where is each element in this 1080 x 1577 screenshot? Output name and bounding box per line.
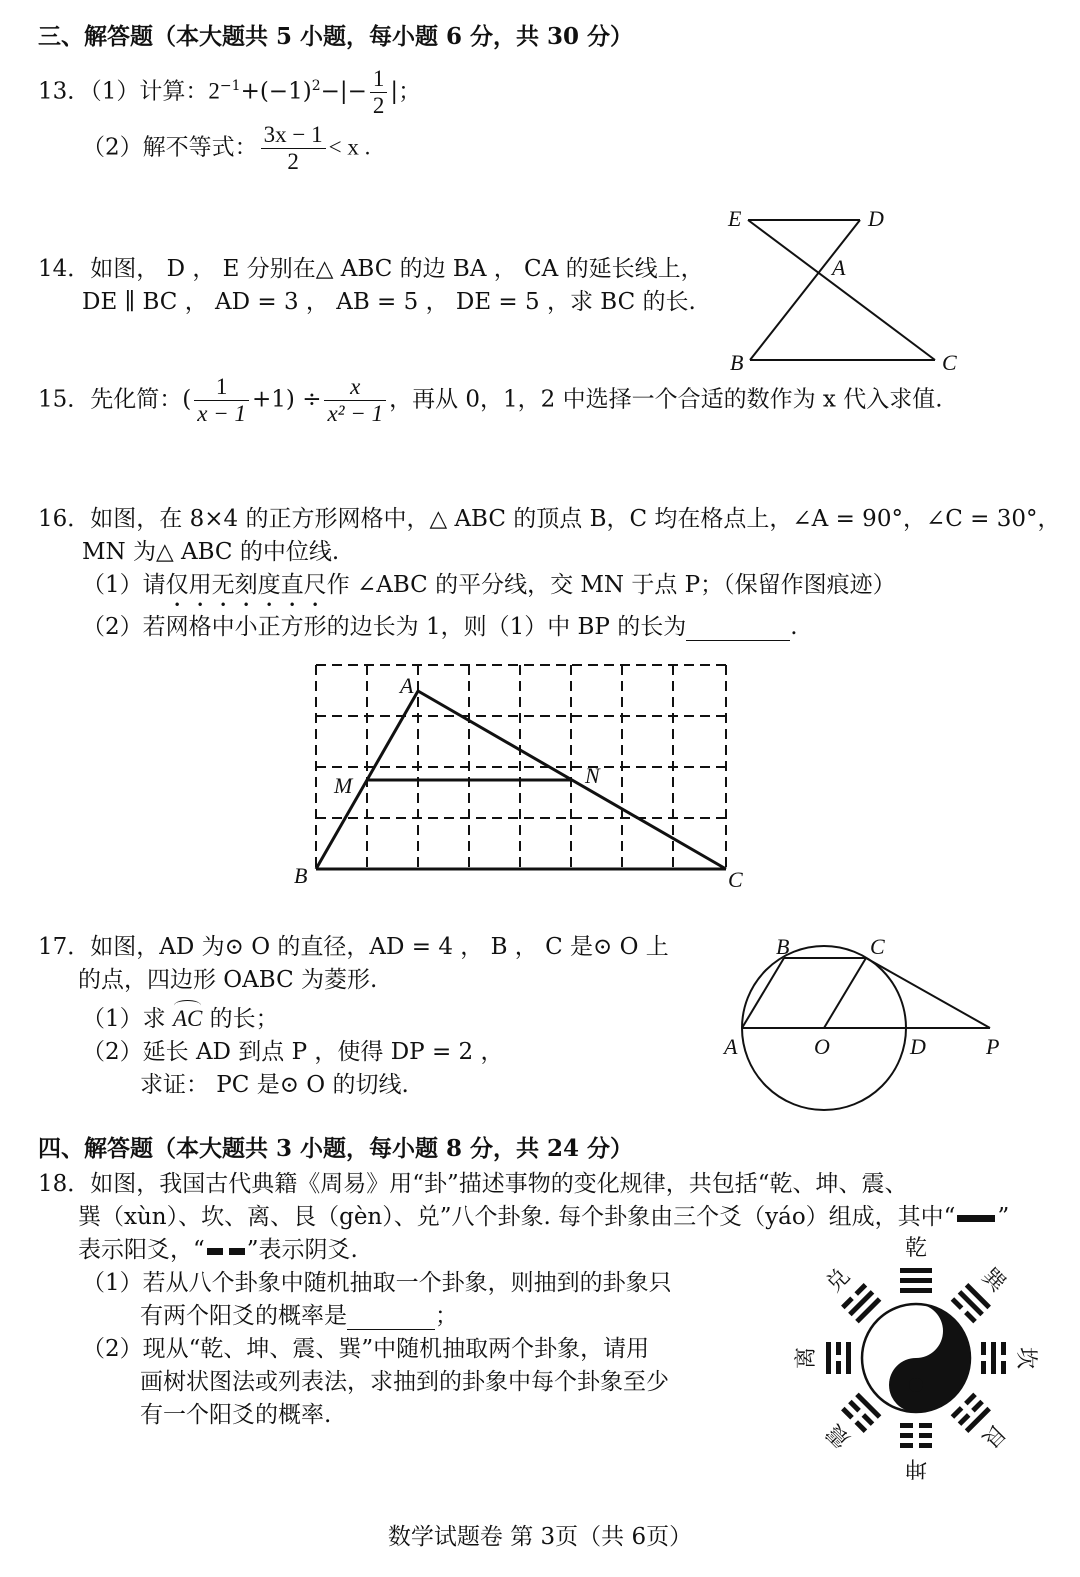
label-dui: 兑 (821, 1263, 855, 1297)
q14-text1: 如图， D ， E 分别在△ ABC 的边 BA ， CA 的延长线上， (90, 256, 704, 282)
line-CP (866, 958, 990, 1028)
q13-sup-a: −1 (219, 77, 241, 94)
q13-expr-b: +(−1) (240, 78, 312, 105)
q17-part1 (82, 1000, 279, 1033)
label-kan: 坎 (1014, 1346, 1039, 1370)
q15-number: 15． (38, 386, 91, 413)
label-A: A (724, 1034, 738, 1059)
q15-pre: 先化简：( (90, 386, 192, 413)
q15 (38, 374, 943, 427)
q18-text2b: ” (997, 1204, 1010, 1230)
q16-number: 16． (38, 506, 91, 532)
arc-AC: AC (172, 1006, 203, 1031)
q16-p1-dots: 仅用无刻度直尺 (165, 572, 327, 598)
frac-den: x − 1 (197, 401, 246, 426)
q16-grid-figure (290, 655, 760, 895)
q14-figure (720, 200, 980, 380)
q15-frac2 (324, 374, 386, 427)
q18-p2-line3: 有一个阳爻的概率. (140, 1402, 332, 1428)
q17-p1a: （1）求 (82, 1006, 166, 1032)
q16-p1b: 作 ∠ABC 的平分线，交 MN 于点 P；（保留作图痕迹） (326, 572, 896, 598)
q18-p1-line1: （1）若从八个卦象中随机抽取一个卦象，则抽到的卦象只 (82, 1270, 672, 1296)
label-A: A (832, 255, 846, 280)
trigram-xun-icon (951, 1283, 991, 1323)
q13-p2-expr: < x . (328, 134, 371, 160)
label-gen: 艮 (977, 1419, 1011, 1453)
grid-lines (316, 665, 726, 869)
q18-number: 18． (38, 1171, 91, 1197)
label-D: D (910, 1034, 926, 1059)
q15-mid: +1) ÷ (252, 386, 322, 413)
frac-den: 2 (372, 93, 385, 118)
trigram-zhen-icon (841, 1393, 881, 1433)
q14-line1 (38, 250, 704, 283)
q17-p1b: 的长； (209, 1006, 279, 1032)
label-E: E (728, 206, 742, 231)
q16-line2: MN 为△ ABC 的中位线. (82, 539, 340, 565)
frac-num: 1 (194, 374, 249, 401)
q16-part2 (82, 608, 798, 641)
label-P: P (986, 1034, 1000, 1059)
q17-number: 17． (38, 934, 91, 960)
section-title-3: 三、解答题（本大题共 5 小题，每小题 6 分，共 30 分） (38, 23, 634, 50)
q15-frac1 (194, 374, 249, 427)
label-B: B (730, 350, 744, 375)
line-AB (742, 958, 784, 1028)
trigram-kun-icon (900, 1423, 932, 1448)
label-C: C (870, 934, 885, 959)
q17-part2b: 求证： PC 是⊙ O 的切线. (140, 1072, 409, 1098)
trigram-gen-icon (951, 1393, 991, 1433)
frac-den: x² − 1 (327, 401, 384, 426)
taiji-icon (862, 1304, 970, 1412)
label-qian: 乾 (904, 1235, 928, 1260)
label-li: 离 (793, 1346, 818, 1370)
label-D: D (868, 206, 884, 231)
frac-num: x (324, 374, 386, 401)
q15-post: ，再从 0，1，2 中选择一个合适的数作为 x 代入求值. (389, 386, 943, 413)
line-DB (750, 220, 860, 360)
yin-yao-icon (207, 1248, 245, 1255)
q18-p1-end: ； (435, 1303, 458, 1329)
q18-p1-line2 (140, 1297, 458, 1330)
q13-part2 (82, 122, 370, 175)
q17-part2: （2）延长 AD 到点 P ，使得 DP = 2 ， (82, 1039, 504, 1065)
q13-number: 13． (38, 78, 91, 105)
q18-line1 (38, 1165, 908, 1198)
page-footer: 数学试题卷 第 3页（共 6页） (387, 1524, 693, 1550)
q13-part1 (38, 66, 421, 119)
q17-line1 (38, 928, 669, 961)
frac-den: 2 (287, 149, 299, 174)
q13-expr-c: −|− (320, 78, 367, 105)
frac-num: 3x − 1 (261, 122, 326, 149)
q13-sup-b: 2 (311, 77, 321, 94)
q13-expr-d: |； (390, 78, 422, 105)
trigram-li-icon (826, 1342, 851, 1374)
label-xun: 巽 (977, 1263, 1011, 1297)
q16-p2-end: . (790, 614, 798, 640)
q18-text2a: 巽（xùn）、坎、离、艮（gèn）、兑”八个卦象. 每个卦象由三个爻（yáo）组成，其中“ (78, 1204, 956, 1230)
q17-text1: 如图，AD 为⊙ O 的直径，AD = 4 ， B ， C 是⊙ O 上 (90, 934, 669, 960)
label-N: N (585, 763, 600, 788)
label-B: B (294, 863, 308, 888)
q16-text1: 如图，在 8×4 的正方形网格中，△ ABC 的顶点 B，C 均在格点上，∠A = 90°，∠C = 30°， (90, 506, 1061, 532)
q14-number: 14． (38, 256, 91, 282)
q17-line2: 的点，四边形 OABC 为菱形. (78, 967, 378, 993)
bagua-figure (780, 1225, 1060, 1485)
trigram-qian-icon (900, 1268, 932, 1293)
q16-part1 (82, 566, 896, 612)
label-kun: 坤 (904, 1456, 928, 1481)
label-zhen: 震 (821, 1419, 855, 1453)
q18-text3b: ”表示阴爻. (246, 1237, 358, 1263)
line-EC (748, 220, 935, 360)
q18-p2-line2: 画树状图法或列表法，求抽到的卦象中每个卦象至少 (140, 1369, 669, 1395)
label-O: O (814, 1034, 830, 1059)
q18-text3a: 表示阳爻，“ (78, 1237, 205, 1263)
answer-blank[interactable] (347, 1303, 435, 1330)
q18-p2-line1: （2）现从“乾、坤、震、巽”中随机抽取两个卦象，请用 (82, 1336, 650, 1362)
q16-line1 (38, 500, 1060, 533)
line-OC (824, 958, 866, 1028)
q13-p1-label: （1）计算： (90, 78, 209, 105)
label-C: C (942, 350, 957, 375)
label-B: B (776, 934, 790, 959)
q13-p2-label: （2）解不等式： (82, 134, 258, 161)
trigram-dui-icon (841, 1283, 881, 1323)
label-M: M (334, 773, 353, 798)
section-title-4: 四、解答题（本大题共 3 小题，每小题 8 分，共 24 分） (38, 1135, 634, 1162)
answer-blank[interactable] (686, 614, 790, 641)
q14-line2: DE ∥ BC ， AD = 3 ， AB = 5 ， DE = 5 ，求 BC 的长. (82, 289, 696, 315)
label-C: C (728, 867, 743, 892)
label-A: A (400, 673, 414, 698)
q18-line3 (78, 1231, 358, 1264)
q17-figure (720, 930, 1020, 1120)
q18-text1: 如图，我国古代典籍《周易》用“卦”描述事物的变化规律，共包括“乾、坤、震、 (90, 1171, 908, 1197)
q13-expr-a: 2 (208, 78, 220, 104)
frac-num: 1 (370, 66, 388, 93)
trigram-kan-icon (981, 1342, 1006, 1374)
q13-fraction (370, 66, 388, 119)
q16-p1a: （1）请 (82, 572, 166, 598)
q16-p2: （2）若网格中小正方形的边长为 1，则（1）中 BP 的长为 (82, 614, 687, 640)
yang-yao-icon (957, 1215, 995, 1222)
q13-p2-fraction (261, 122, 326, 175)
q18-p1-text: 有两个阳爻的概率是 (140, 1303, 347, 1329)
